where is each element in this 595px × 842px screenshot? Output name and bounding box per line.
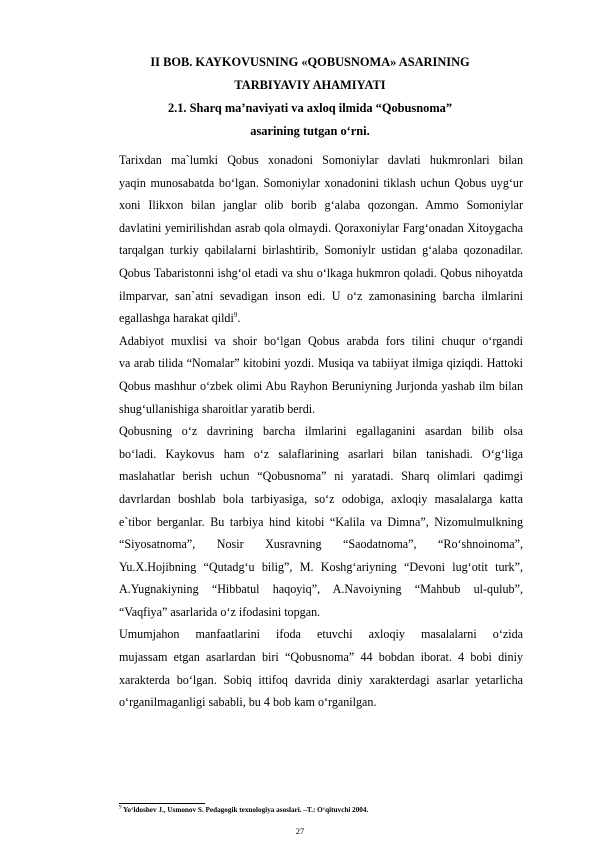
text-line: “Siyosatnoma”, Nosir Xusravning “Saodatnoma”, “Ro‘shnoinoma”, — [119, 537, 523, 552]
text-line: Tarixdan ma`lumki Qobus xonadoni Somoniylar davlati hukmronlari bilan — [119, 153, 523, 167]
text-line: yaqin munosabatda bo‘lgan. Somoniylar xonadonini tiklash uchun Qobus uyg‘ur — [119, 175, 523, 190]
text-line: “Vaqfiya” asarlarida o‘z ifodasini topgan. — [119, 604, 321, 619]
footnote — [119, 806, 529, 815]
text-line: mujassam etgan asarlardan biri “Qobusnoma” 44 bobdan iborat. 4 bobi diniy — [119, 650, 523, 665]
chapter-title-line-2: TARBIYAVIY AHAMIYATI — [234, 78, 386, 92]
text-line: bo‘ladi. Kaykovus ham o‘z salaflarining asarlari bilan tanishadi. O‘g‘liga — [119, 446, 523, 461]
body-text — [119, 149, 523, 714]
text-line: ilmparvar, san`atni sevadigan inson edi. U o‘z zamonasining barcha ilmlarini — [119, 288, 523, 303]
section-title-continuation: asarining tutgan o‘rni. — [250, 124, 370, 138]
text-line: davrlardan boshlab bola tarbiyasiga, so‘z odobiga, axloqiy masalalarga katta — [119, 491, 523, 506]
footnote-divider — [119, 803, 205, 804]
text-line: xarakterda bo‘lgan. Sobiq ittifoq davrida diniy xarakterdagi asarlar yetarlicha — [119, 672, 523, 687]
text-line: Adabiyot muxlisi va shoir bo‘lgan Qobus arabda fors tilini chuqur o‘rgandi — [119, 333, 523, 348]
text-line: maslahatlar berish uchun “Qobusnoma” ni yaratadi. Sharq olimlari qadimgi — [119, 469, 523, 484]
footnote-text: Yo‘ldoshev J., Usmonov S. Pedagogik texnologiya asoslari. –T.: O‘qituvchi 2004. — [123, 806, 369, 814]
text-line: e`tibor berganlar. Bu tarbiya hind kitobi “Kalila va Dimna”, Nizomulmulkning — [119, 514, 523, 529]
chapter-title-line-1: II BOB. KAYKOVUSNING «QOBUSNOMA» ASARINING — [150, 55, 470, 69]
footnote-mark: 9 — [119, 805, 122, 811]
section-title: 2.1. Sharq ma’naviyati va axloq ilmida “Qobusnoma” — [167, 101, 453, 115]
text-line: egallashga harakat qildi$^9$. — [119, 311, 241, 326]
text-line: A.Yugnakiyning “Hibbatul haqoyiq”, A.Navoiyning “Mahbub ul-qulub”, — [119, 582, 523, 597]
text-line: Qobus Tabaristonni ishg‘ol etadi va shu o‘lkaga hukmron qoladi. Qobus nihoyatda — [119, 265, 523, 280]
page-number: 27 — [295, 826, 305, 836]
text-line: davlatini yemirilishdan asrab qola olmaydi. Qoraxoniylar Farg‘onadan Xitoygacha — [119, 220, 523, 235]
text-line: o‘rganilmaganligi sababli, bu 4 bob kam o‘rganilgan. — [119, 695, 377, 710]
text-line: Qobus mashhur o‘zbek olimi Abu Rayhon Beruniyning Jurjonda yashab ilm bilan — [119, 378, 523, 393]
footnote-reference[interactable]: 9 — [233, 311, 238, 320]
text-line: Yu.X.Hojibning “Qutadg‘u bilig”, M. Koshg‘ariyning “Devoni lug‘otit turk”, — [119, 559, 523, 574]
text-line: Umumjahon manfaatlarini ifoda etuvchi axloqiy masalalarni o‘zida — [119, 627, 523, 642]
text-line: va arab tilida “Nomalar” kitobini yozdi. Musiqa va tabiiyat ilmiga qiziqdi. Hattoki — [119, 356, 523, 371]
text-line: tarqalgan turkiy qabilalarni birlashtirib, Somoniylr ustidan g‘alaba qozonadilar. — [119, 243, 523, 258]
text-line: xoni Ilikxon bilan janglar olib borib g‘alaba qozongan. Ammo Somoniylar — [119, 198, 523, 213]
text-line: Qobusning o‘z davrining barcha ilmlarini egallaganini asardan bilib olsa — [119, 424, 523, 439]
text-line: shug‘ullanishiga sharoitlar yaratib berdi. — [119, 401, 316, 416]
